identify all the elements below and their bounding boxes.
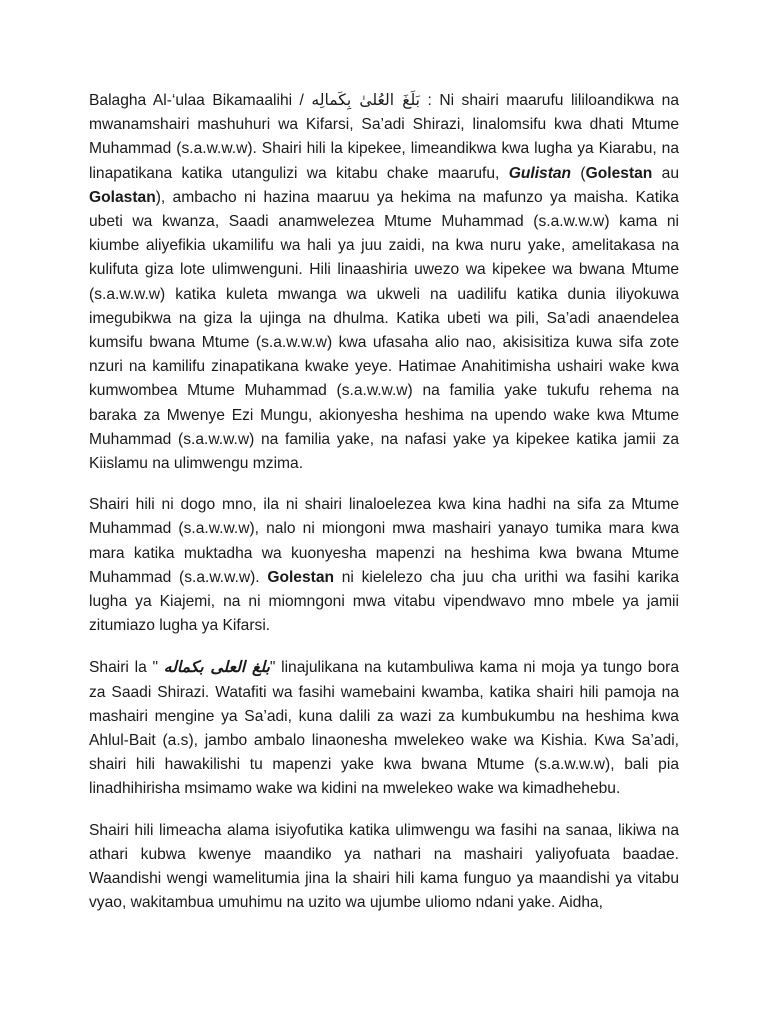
text-run: ), ambacho ni hazina maaruu ya hekima na mafunzo ya maisha. Katika ubeti wa kwanza, Saadi anamwelezea Mtume Muhammad (s.a.w.w.w) kama ni kiumbe aliyefikia ukamilifu wa hali ya juu zaidi, na kwa nuru yake, amelitakasa na kulifuta giza lote ulimwenguni. Hili linaashiria uwezo wa kipekee wa bwana Mtume (s.a.w.w.w) katika kuleta mwanga wa ukweli na uadilifu katika dunia iliyokuwa imegubikwa na giza la ujinga na dhulma. Katika ubeti wa pili, Sa’adi anaendelea kumsifu bwana Mtume (s.a.w.w.w) kwa ufasaha alio nao, akisisitiza kuwa sifa zote nzuri na kamilifu zinapatikana kwake yeye. Hatimae Anahitimisha ushairi wake kwa kumwombea Mtume Muhammad (s.a.w.w.w) na familia yake tukufu rehema na baraka za Mwenye Ezi Mungu, akionyesha heshima na upendo wake kwa Mtume Muhammad (s.a.w.w.w) na familia yake, na nafasi yake ya kipekee katika jamii za Kiislamu na ulimwengu mzima. (89, 188, 679, 473)
paragraph-3 (89, 655, 679, 801)
text-run: ( (571, 164, 586, 182)
text-run: Shairi hili limeacha alama isiyofutika katika ulimwengu wa fasihi na sanaa, likiwa na athari kubwa kwenye maandiko ya nathari na mashairi yaliyofuata baadae. Waandishi wengi wamelitumia jina la shairi hili kama funguo ya maandishi ya vitabu vyao, wakitambua umuhimu na uzito wa ujumbe uliomo ndani yake. Aidha, (89, 821, 679, 912)
text-run: ni kielelezo cha juu cha urithi wa fasihi karika lugha ya Kiajemi, na ni miomngoni mwa vitabu vipendwavo mno mbele ya jamii zitumiazo lugha ya Kifarsi. (89, 568, 679, 635)
text-run: Shairi la " (89, 659, 164, 677)
term-golestan: Golestan (267, 568, 335, 586)
arabic-title: بَلَغَ العُلیٰ بِکَمالِه (311, 91, 421, 109)
paragraph-2 (89, 493, 679, 638)
text-run: : Ni shairi maarufu lililoandikwa na mwanamshairi mashuhuri wa Kifarsi, Sa’adi Shirazi, linalomsifu kwa dhati Mtume Muhammad (s.a.w.w.w). Shairi hili la kipekee, limeandikwa kwa lugha ya Kiarabu, na linapatikana katika utangulizi wa kitabu chake maarufu, (89, 92, 680, 182)
text-run: " linajulikana na kutambuliwa kama ni moja ya tungo bora za Saadi Shirazi. Watafiti wa fasihi wamebaini kwamba, katika shairi hili pamoja na mashairi mengine ya Sa’adi, kuna dalili za wazi za kumbukumbu na heshima kwa Ahlul-Bait (a.s), jambo ambalo linaonesha mwelekeo wake wa Kishia. Kwa Sa’adi, shairi hili hawakilishi tu mapenzi yake kwa bwana Mtume (s.a.w.w.w), bali pia linadhihirisha msimamo wake wa kidini na mwelekeo wake wa kimadhehebu. (89, 659, 679, 798)
arabic-title-bold: بلغ العلی بکماله (163, 658, 270, 677)
text-run: Balagha Al-‘ulaa Bikamaalihi / (89, 92, 312, 109)
text-run: Shairi hili ni dogo mno, ila ni shairi linaloelezea kwa kina hadhi na sifa za Mtume Muhammad (s.a.w.w.w), nalo ni miongoni mwa mashairi yanayo tumika mara kwa mara katika muktadha wa kuonyesha mapenzi na heshima kwa bwana Mtume Muhammad (s.a.w.w.w). (89, 496, 679, 586)
term-gulistan: Gulistan (508, 164, 572, 182)
term-golastan: Golastan (89, 188, 156, 206)
term-golestan: Golestan (585, 164, 653, 182)
paragraph-1 (89, 88, 679, 476)
text-run: au (652, 164, 679, 182)
document-page (89, 88, 679, 933)
paragraph-4 (89, 819, 679, 916)
